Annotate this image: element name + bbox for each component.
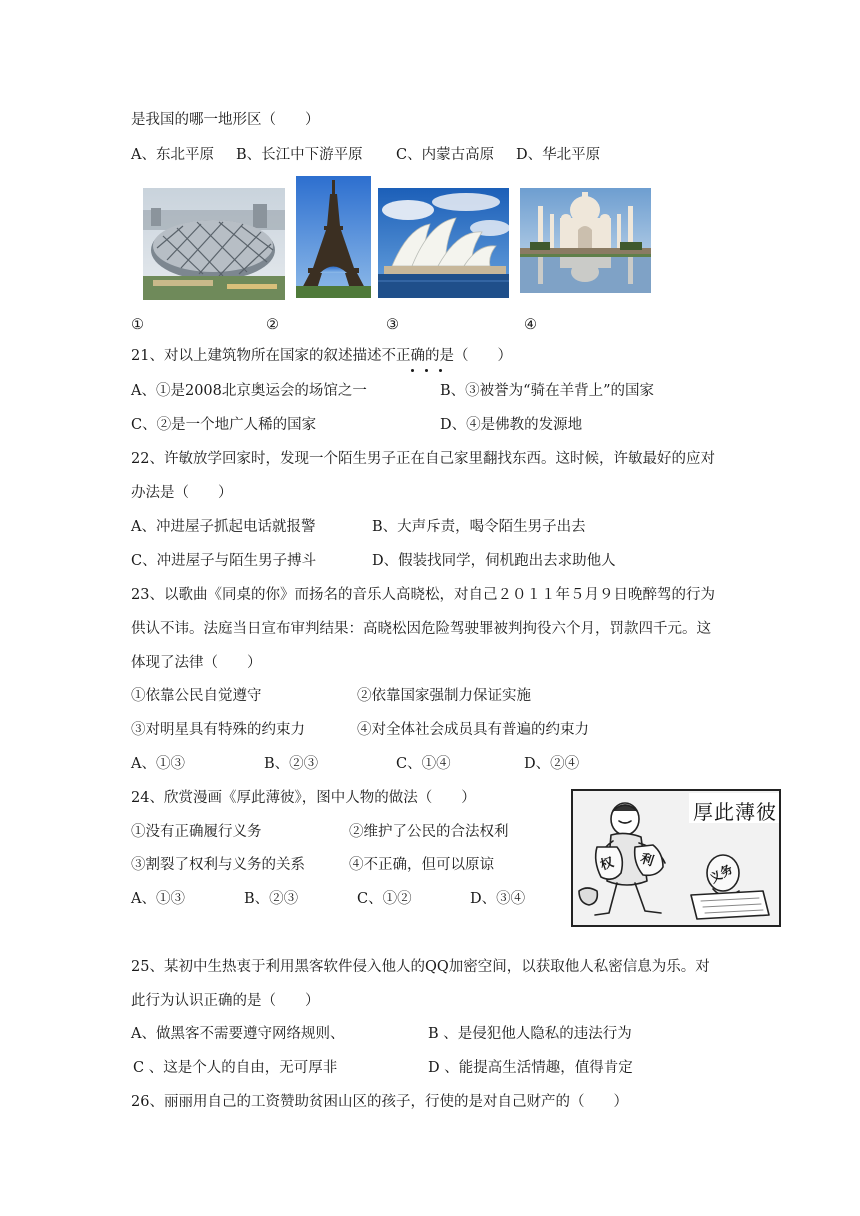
- sydney-opera-house-photo: [378, 188, 509, 298]
- q24-option-a: A、①③: [131, 891, 185, 907]
- image-label-1: ①: [131, 317, 144, 333]
- q23-stem-line-1: 23、以歌曲《同桌的你》而扬名的音乐人高晓松，对自己２０１１年５月９日晚醉驾的行为: [131, 587, 715, 603]
- q24-statement-2: ②维护了公民的合法权利: [349, 824, 509, 840]
- birds-nest-stadium-photo: [143, 188, 285, 300]
- q24-stem: 24、欣赏漫画《厚此薄彼》，图中人物的做法（ ）: [131, 790, 476, 806]
- cartoon-bag-label-1: 权: [598, 855, 616, 874]
- q21-option-d: D、④是佛教的发源地: [440, 417, 583, 433]
- q25-option-c: C 、这是个人的自由，无可厚非: [133, 1060, 338, 1076]
- q23-stem-line-3: 体现了法律（ ）: [131, 655, 262, 671]
- cartoon-figure: [571, 789, 781, 927]
- q23-option-b: B、②③: [264, 756, 319, 772]
- q24-option-b: B、②③: [244, 891, 299, 907]
- q22-option-a: A、冲进屋子抓起电话就报警: [131, 519, 316, 535]
- eiffel-tower-photo: [296, 176, 371, 298]
- q24-option-d: D、③④: [470, 891, 526, 907]
- q20-option-b: B、长江中下游平原: [236, 147, 363, 163]
- emphasis-dot: [425, 369, 428, 372]
- q23-statement-1: ①依靠公民自觉遵守: [131, 688, 262, 704]
- q25-stem-line-1: 25、某初中生热衷于利用黑客软件侵入他人的QQ加密空间，以获取他人私密信息为乐。对: [131, 959, 710, 975]
- emphasis-dot: [439, 369, 442, 372]
- image-label-4: ④: [524, 317, 537, 333]
- image-label-2: ②: [266, 317, 279, 333]
- q26-stem: 26、丽丽用自己的工资赞助贫困山区的孩子，行使的是对自己财产的（ ）: [131, 1094, 628, 1110]
- emphasis-dot: [411, 369, 414, 372]
- image-label-3: ③: [386, 317, 399, 333]
- q22-stem-line-2: 办法是（ ）: [131, 485, 233, 501]
- q24-statement-3: ③割裂了权利与义务的关系: [131, 857, 305, 873]
- taj-mahal-photo: [520, 188, 651, 293]
- q24-option-c: C、①②: [357, 891, 412, 907]
- q20-option-d: D、华北平原: [516, 147, 601, 163]
- q22-option-d: D、假装找同学，伺机跑出去求助他人: [372, 553, 616, 569]
- q23-option-d: D、②④: [524, 756, 580, 772]
- q21-stem: 21、对以上建筑物所在国家的叙述描述不正确的是（ ）: [131, 348, 512, 364]
- q23-statement-2: ②依靠国家强制力保证实施: [357, 688, 531, 704]
- q23-option-c: C、①④: [396, 756, 451, 772]
- q25-option-d: D 、能提高生活情趣，值得肯定: [428, 1060, 633, 1076]
- q21-option-c: C、②是一个地广人稀的国家: [131, 417, 317, 433]
- q20-stem-tail: 是我国的哪一地形区（ ）: [131, 112, 320, 128]
- cartoon-bag-label-2: 利: [638, 851, 656, 870]
- q23-statement-4: ④对全体社会成员具有普遍的约束力: [357, 722, 589, 738]
- q24-statement-1: ①没有正确履行义务: [131, 824, 262, 840]
- q20-option-a: A、东北平原: [131, 147, 214, 163]
- q22-stem-line-1: 22、许敏放学回家时，发现一个陌生男子正在自己家里翻找东西。这时候，许敏最好的应对: [131, 451, 715, 467]
- q21-option-b: B、③被誉为“骑在羊背上”的国家: [440, 383, 654, 399]
- q25-option-a: A、做黑客不需要遵守网络规则、: [131, 1026, 345, 1042]
- q24-statement-4: ④不正确，但可以原谅: [349, 857, 494, 873]
- q20-option-c: C、内蒙古高原: [396, 147, 495, 163]
- cartoon-child-label: 义务: [707, 861, 736, 886]
- q23-option-a: A、①③: [131, 756, 185, 772]
- q22-option-b: B、大声斥责，喝令陌生男子出去: [372, 519, 586, 535]
- q23-stem-line-2: 供认不讳。法庭当日宣布审判结果：高晓松因危险驾驶罪被判拘役六个月，罚款四千元。这: [131, 621, 711, 637]
- q23-statement-3: ③对明星具有特殊的约束力: [131, 722, 305, 738]
- q21-option-a: A、①是2008北京奥运会的场馆之一: [131, 383, 367, 399]
- q22-option-c: C、冲进屋子与陌生男子搏斗: [131, 553, 317, 569]
- q25-option-b: B 、是侵犯他人隐私的违法行为: [428, 1026, 632, 1042]
- q25-stem-line-2: 此行为认识正确的是（ ）: [131, 993, 320, 1009]
- cartoon-title: 厚此薄彼: [693, 800, 777, 824]
